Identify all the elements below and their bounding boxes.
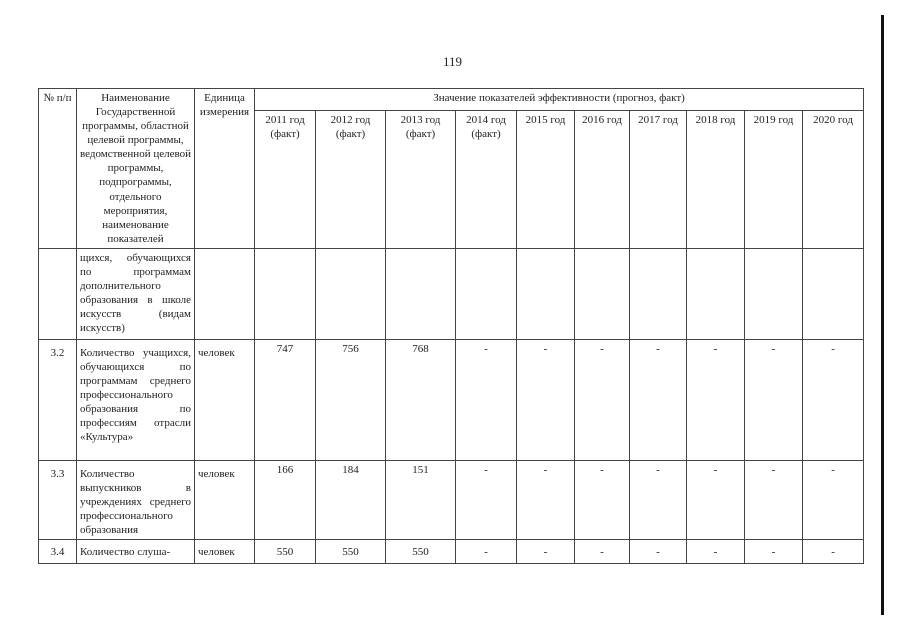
header-unit: Единица измерения (195, 89, 255, 249)
row-value: - (517, 460, 575, 539)
header-num: № п/п (39, 89, 77, 249)
row-value: - (575, 339, 630, 460)
header-row-1 (39, 89, 864, 111)
row-value: - (575, 540, 630, 564)
row-value: - (687, 339, 745, 460)
header-name: Наименование Государственной программы, областной целевой программы, ведомственной целевой программы, подпрограммы, отдельного мероприятия, наименование показателей (77, 89, 195, 249)
row-value: - (687, 460, 745, 539)
row-value: 550 (316, 540, 386, 564)
header-year: 2015 год (517, 111, 575, 249)
row-value: - (745, 540, 803, 564)
row-unit: человек (195, 339, 255, 460)
row-value: 550 (255, 540, 316, 564)
row-name: Количество выпускников в учреждениях среднего профессионального образования (77, 460, 195, 539)
header-year: 2018 год (687, 111, 745, 249)
header-year: 2013 год (факт) (386, 111, 456, 249)
header-year: 2012 год (факт) (316, 111, 386, 249)
row-name: щихся, обучающихся по программам дополнительного образования в школе искусств (видам искусств) (77, 248, 195, 339)
row-value: - (803, 540, 864, 564)
row-value: - (745, 460, 803, 539)
row-value: - (687, 540, 745, 564)
row-value: - (630, 540, 687, 564)
table-row (39, 248, 864, 339)
row-value (575, 248, 630, 339)
row-value: - (745, 339, 803, 460)
row-value (745, 248, 803, 339)
row-value (316, 248, 386, 339)
row-value (803, 248, 864, 339)
header-year: 2020 год (803, 111, 864, 249)
row-num: 3.4 (39, 540, 77, 564)
table-row (39, 460, 864, 539)
row-value (255, 248, 316, 339)
row-value: - (803, 460, 864, 539)
row-num: 3.2 (39, 339, 77, 460)
row-value: - (456, 460, 517, 539)
row-name: Количество учащихся, обучающихся по программам среднего профессионального образования по профессиям отрасли «Культура» (77, 339, 195, 460)
row-value: - (575, 460, 630, 539)
header-year: 2014 год (факт) (456, 111, 517, 249)
row-value: 768 (386, 339, 456, 460)
row-value: 550 (386, 540, 456, 564)
header-group: Значение показателей эффективности (прогноз, факт) (255, 89, 864, 111)
header-year: 2011 год (факт) (255, 111, 316, 249)
header-year: 2016 год (575, 111, 630, 249)
header-year: 2017 год (630, 111, 687, 249)
row-num: 3.3 (39, 460, 77, 539)
row-unit: человек (195, 540, 255, 564)
row-value: - (517, 339, 575, 460)
table-row (39, 540, 864, 564)
table-row (39, 339, 864, 460)
row-value: 166 (255, 460, 316, 539)
row-value: 747 (255, 339, 316, 460)
row-value (456, 248, 517, 339)
header-year: 2019 год (745, 111, 803, 249)
row-value: 151 (386, 460, 456, 539)
row-value: - (803, 339, 864, 460)
row-value: - (517, 540, 575, 564)
scan-edge-bar (881, 15, 884, 615)
row-unit: человек (195, 460, 255, 539)
row-unit (195, 248, 255, 339)
page-number: 119 (442, 54, 463, 69)
indicators-table (38, 88, 864, 564)
row-value (517, 248, 575, 339)
row-num (39, 248, 77, 339)
row-name: Количество слуша- (77, 540, 195, 564)
row-value: - (456, 540, 517, 564)
row-value (687, 248, 745, 339)
row-value (630, 248, 687, 339)
row-value: 184 (316, 460, 386, 539)
row-value (386, 248, 456, 339)
row-value: - (630, 460, 687, 539)
row-value: - (456, 339, 517, 460)
row-value: 756 (316, 339, 386, 460)
row-value: - (630, 339, 687, 460)
